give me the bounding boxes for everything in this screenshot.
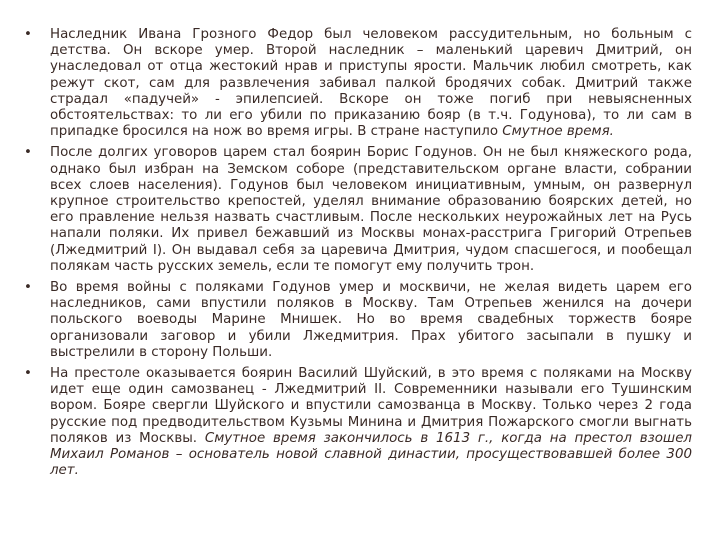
list-item [22, 27, 692, 140]
bullet-list [22, 27, 692, 484]
bullet-marker: • [24, 366, 32, 382]
list-item-text [50, 145, 692, 273]
bullet-marker: • [24, 280, 32, 296]
paragraph-text: Наследник Ивана Грозного Федор был человеком рассудительным, но больным с детства. Он вскоре умер. Второй наследник – маленький царевич Дмитрий, он унаследовал от отца жестокий нрав и приступы ярости. Мальчик любил смотреть, как режут скот, сам для развлечения забивал палкой бродячих собак. Дмитрий также страдал «падучей» - эпилепсией. Вскоре он тоже погиб при невыясненных обстоятельствах: то ли его убили по приказанию бояр (в т.ч. Годунова), то ли сам в припадке бросился на нож во время игры. В стране наступило [50, 27, 692, 140]
emphasized-text: Смутное время. [502, 124, 614, 140]
list-item-text [50, 280, 692, 360]
paragraph-text: Во время войны с поляками Годунов умер и москвичи, не желая видеть царем его наследников, сами впустили поляков в Москву. Там Отрепьев женился на дочери польского воеводы Марине Мнишек. Но во время свадебных торжеств бояре организовали заговор и убили Лжедмитрия. Прах убитого засыпали в пушку и выстрелили в сторону Польши. [50, 280, 692, 360]
list-item [22, 366, 692, 479]
paragraph-text: После долгих уговоров царем стал боярин Борис Годунов. Он не был княжеского рода, однако был избран на Земском соборе (представительском органе власти, собрании всех слоев населения). Годунов был человеком инициативным, умным, он развернул крупное строительство крепостей, уделял внимание образованию боярских детей, но его правление нельзя назвать счастливым. После нескольких неурожайных лет на Русь напали поляки. Их привел бежавший из Москвы монах-расстрига Григорий Отрепьев (Лжедмитрий I). Он выдавал себя за царевича Дмитрия, чудом спасшегося, и пообещал полякам часть русских земель, если те помогут ему получить трон. [50, 145, 692, 274]
list-item [22, 145, 692, 275]
list-item-text [50, 27, 692, 139]
list-item-text [50, 366, 692, 478]
bullet-marker: • [24, 27, 32, 42]
emphasized-text: Смутное время закончилось в 1613 г., когда на престол взошел Михаил Романов – основатель новой славной династии, просуществовавшей более 300 лет. [50, 430, 692, 479]
list-item [22, 280, 692, 361]
paragraph-text: На престоле оказывается боярин Василий Шуйский, в это время с поляками на Москву идет еще один самозванец - Лжедмитрий II. Современники называли его Тушинским вором. Бояре свергли Шуйского и впустили самозванца в Москву. Только через 2 года русские под предводительством Кузьмы Минина и Дмитрия Пожарского смогли выгнать поляков из Москвы. [50, 366, 692, 446]
bullet-marker: • [24, 145, 32, 161]
